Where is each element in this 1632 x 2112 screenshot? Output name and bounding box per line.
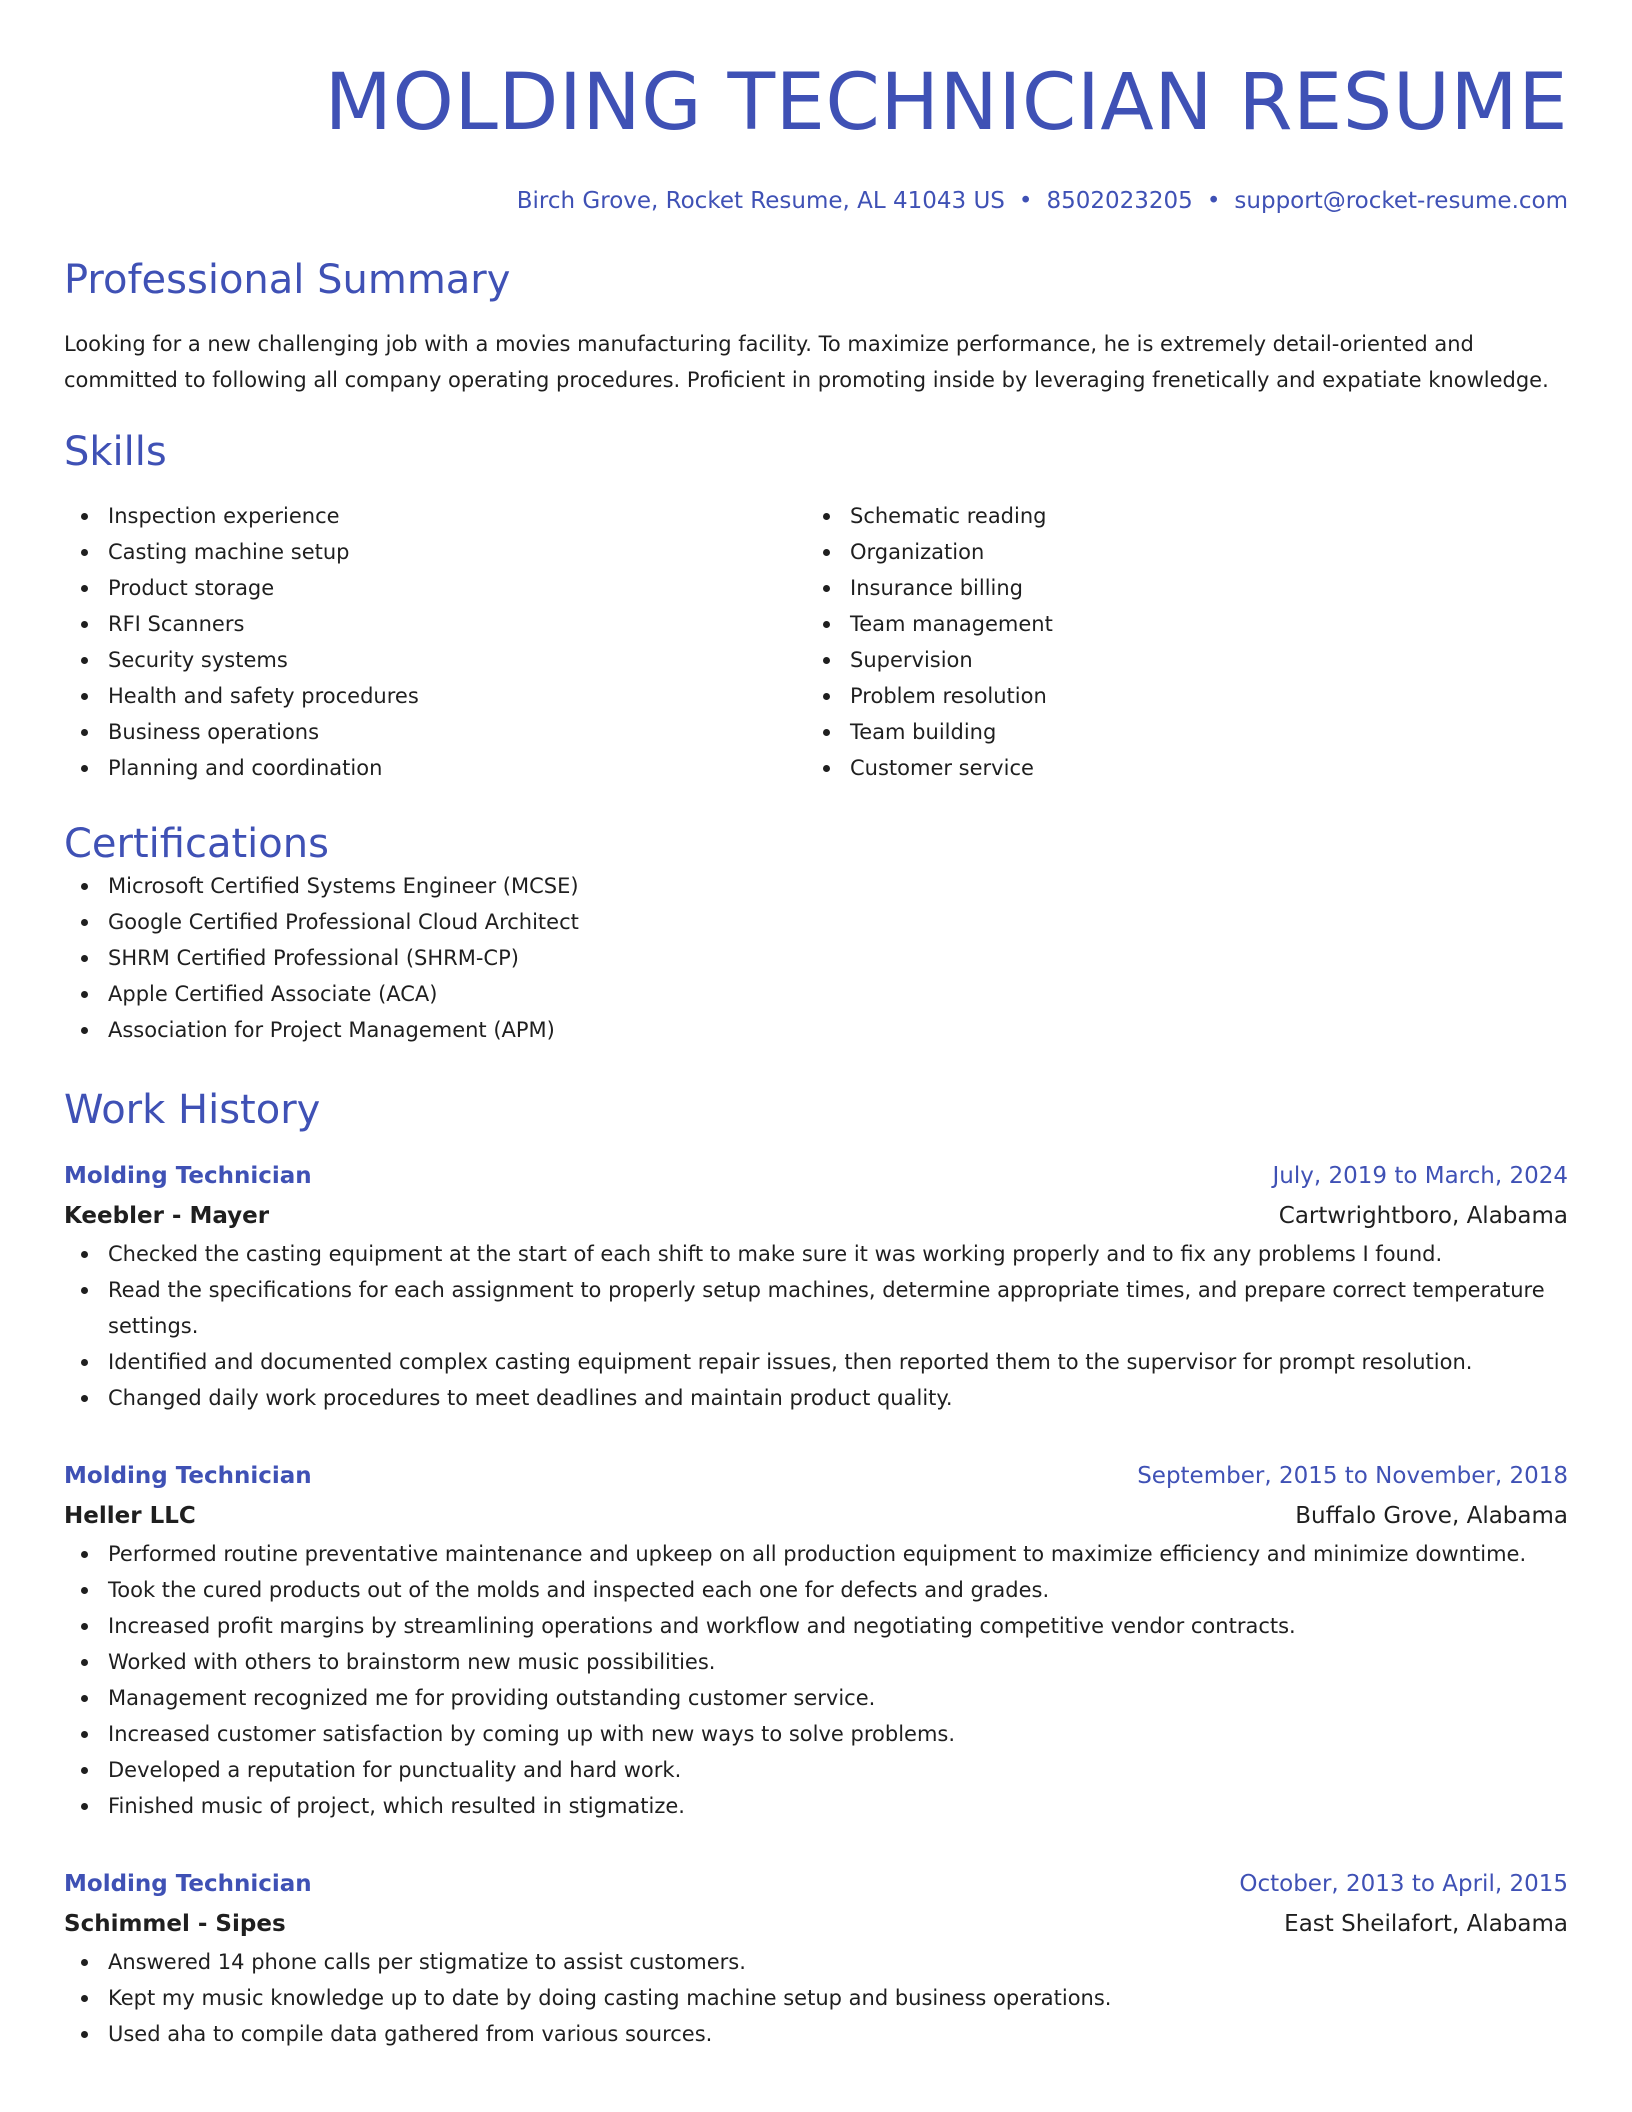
certifications-list	[64, 868, 1568, 1048]
skill-item: Schematic reading	[850, 498, 1548, 534]
job-duty: Took the cured products out of the molds and inspected each one for defects and grades.	[108, 1572, 1568, 1608]
skill-item: Business operations	[108, 714, 806, 750]
certification-item: SHRM Certified Professional (SHRM-CP)	[108, 940, 1568, 976]
skill-item: Inspection experience	[108, 498, 806, 534]
skill-item: Customer service	[850, 750, 1548, 786]
skill-item: Security systems	[108, 642, 806, 678]
job-duties-list	[64, 1944, 1568, 2052]
skill-item: Problem resolution	[850, 678, 1548, 714]
certification-item: Microsoft Certified Systems Engineer (MCSE)	[108, 868, 1568, 904]
skill-item: Health and safety procedures	[108, 678, 806, 714]
certification-item: Apple Certified Associate (ACA)	[108, 976, 1568, 1012]
job-header-row	[64, 1864, 1568, 1904]
skills-heading: Skills	[64, 429, 167, 475]
job-company: Schimmel - Sipes	[64, 1911, 286, 1937]
job-duty: Checked the casting equipment at the start of each shift to make sure it was working properly and to fix any problems I found.	[108, 1236, 1568, 1272]
job-location: Buffalo Grove, Alabama	[1295, 1503, 1568, 1529]
job-location: East Sheilafort, Alabama	[1284, 1911, 1568, 1937]
job-duty: Increased profit margins by streamlining operations and workflow and negotiating competitive vendor contracts.	[108, 1608, 1568, 1644]
job-duties-list	[64, 1536, 1568, 1824]
resume-page	[64, 0, 1568, 2052]
job-duty: Increased customer satisfaction by coming up with new ways to solve problems.	[108, 1716, 1568, 1752]
skill-item: Insurance billing	[850, 570, 1548, 606]
job-duty: Used aha to compile data gathered from various sources.	[108, 2016, 1568, 2052]
job-location: Cartwrightboro, Alabama	[1278, 1203, 1568, 1229]
job-role: Molding Technician	[64, 1163, 312, 1189]
job-duty: Worked with others to brainstorm new music possibilities.	[108, 1644, 1568, 1680]
job-duty: Management recognized me for providing outstanding customer service.	[108, 1680, 1568, 1716]
job-dates: July, 2019 to March, 2024	[1272, 1163, 1568, 1189]
job-company-row	[64, 1196, 1568, 1236]
skill-item: Planning and coordination	[108, 750, 806, 786]
skills-list-right	[806, 498, 1548, 786]
job-duty: Developed a reputation for punctuality and hard work.	[108, 1752, 1568, 1788]
certification-item: Association for Project Management (APM)	[108, 1012, 1568, 1048]
job-entry	[64, 1456, 1568, 1824]
job-header-row	[64, 1456, 1568, 1496]
job-header-row	[64, 1156, 1568, 1196]
skill-item: Team building	[850, 714, 1548, 750]
skills-column-right	[806, 498, 1548, 786]
job-duty: Answered 14 phone calls per stigmatize to assist customers.	[108, 1944, 1568, 1980]
job-duty: Finished music of project, which resulted in stigmatize.	[108, 1788, 1568, 1824]
skills-list-left	[64, 498, 806, 786]
skill-item: Team management	[850, 606, 1548, 642]
contact-phone: 8502023205	[1046, 188, 1193, 214]
job-duty: Kept my music knowledge up to date by doing casting machine setup and business operations.	[108, 1980, 1568, 2016]
contact-email: support@rocket-resume.com	[1234, 188, 1568, 214]
job-company-row	[64, 1904, 1568, 1944]
skill-item: Supervision	[850, 642, 1548, 678]
contact-line	[64, 186, 1568, 216]
job-role: Molding Technician	[64, 1463, 312, 1489]
work-history-heading: Work History	[64, 1087, 321, 1133]
job-duties-list	[64, 1236, 1568, 1416]
job-duty: Identified and documented complex casting equipment repair issues, then reported them to the supervisor for prompt resolution.	[108, 1344, 1568, 1380]
job-dates: October, 2013 to April, 2015	[1239, 1871, 1568, 1897]
job-duty: Changed daily work procedures to meet deadlines and maintain product quality.	[108, 1380, 1568, 1416]
job-duty: Performed routine preventative maintenance and upkeep on all production equipment to maximize efficiency and minimize downtime.	[108, 1536, 1568, 1572]
summary-heading: Professional Summary	[64, 257, 511, 303]
skill-item: Organization	[850, 534, 1548, 570]
job-role: Molding Technician	[64, 1871, 312, 1897]
skill-item: Product storage	[108, 570, 806, 606]
skill-item: Casting machine setup	[108, 534, 806, 570]
summary-text: Looking for a new challenging job with a movies manufacturing facility. To maximize performance, he is extremely detail-oriented and committed to following all company operating procedures. Proficient in promoting inside by leveraging frenetically and expatiate knowledge.	[64, 332, 1549, 392]
certification-item: Google Certified Professional Cloud Architect	[108, 904, 1568, 940]
contact-separator: •	[1206, 188, 1221, 214]
job-company: Heller LLC	[64, 1503, 196, 1529]
job-company: Keebler - Mayer	[64, 1203, 270, 1229]
contact-separator: •	[1018, 188, 1033, 214]
job-company-row	[64, 1496, 1568, 1536]
contact-address: Birch Grove, Rocket Resume, AL 41043 US	[516, 188, 1005, 214]
job-entry	[64, 1864, 1568, 2052]
skills-grid	[64, 498, 1568, 786]
job-dates: September, 2015 to November, 2018	[1137, 1463, 1568, 1489]
job-duty: Read the specifications for each assignment to properly setup machines, determine appropriate times, and prepare correct temperature settings.	[108, 1272, 1568, 1344]
skills-column-left	[64, 498, 806, 786]
certifications-heading: Certifications	[64, 821, 329, 867]
resume-title: MOLDING TECHNICIAN RESUME	[324, 58, 1568, 148]
job-entry	[64, 1156, 1568, 1416]
skill-item: RFI Scanners	[108, 606, 806, 642]
